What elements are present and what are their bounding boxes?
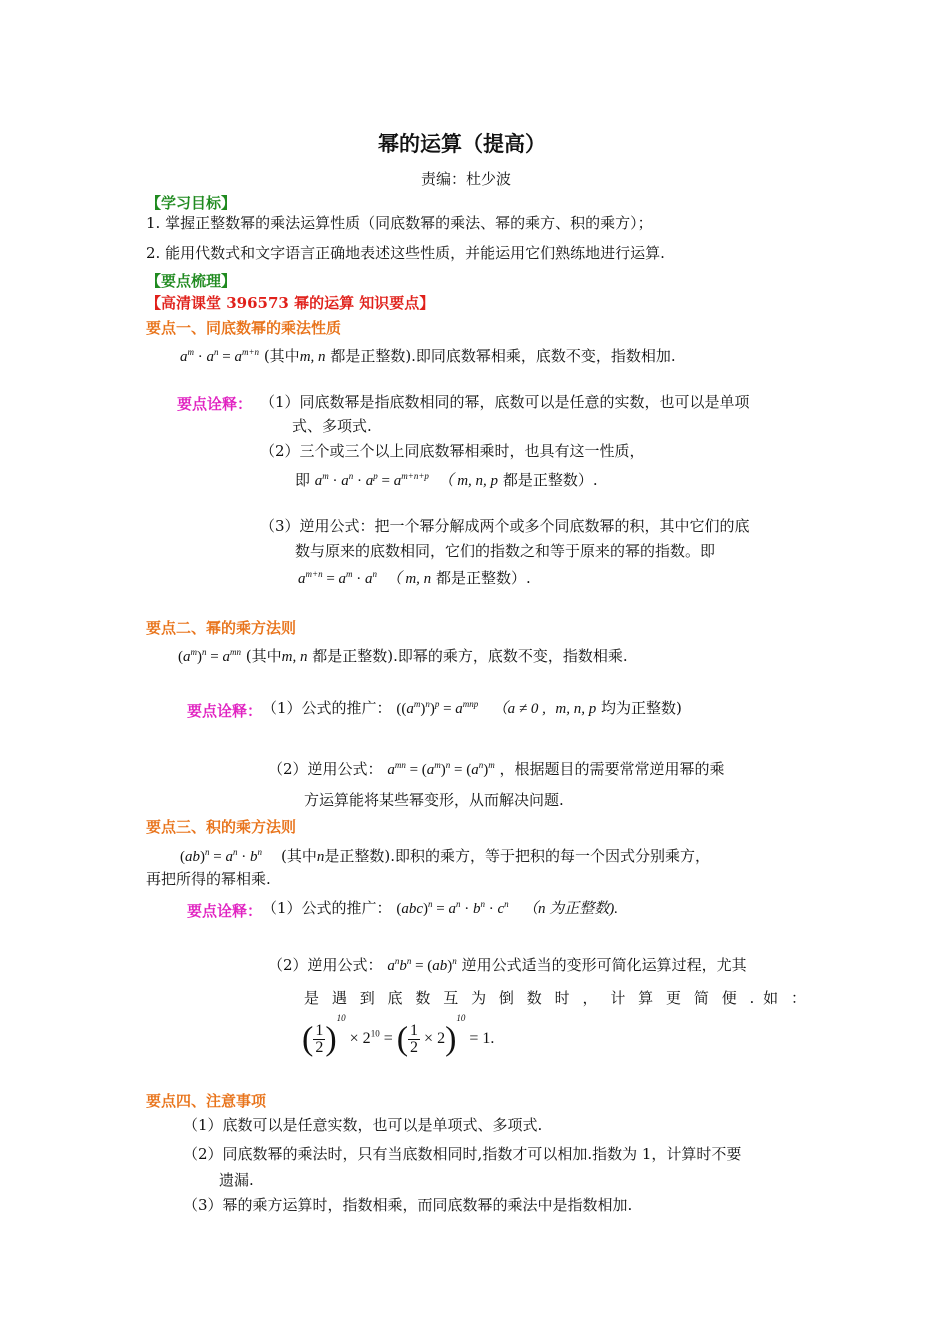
formula-product-rule-general: $a^m \cdot a^n \cdot a^p = a^{m+n+p}$ [314,471,429,489]
point-1-note-1b: 式、多项式. [292,417,372,435]
formula-product-power-reverse: $a^nb^n = (ab)^n$ [387,956,457,974]
point-1-note-2a: （2）三个或三个以上同底数幂相乘时，也具有这一性质， [260,442,645,460]
formula-product-power-general: $(abc)^n = a^n \cdot b^n \cdot c^n$ [396,899,509,917]
point-1-note-3-line: $a^{m+n} = a^m \cdot a^n$ （ m, n 都是正整数）. [298,569,531,587]
point-2-note-2-line: （2）逆用公式： $a^{mn} = (a^m)^n = (a^n)^m$ ，根据题目的需要常常逆用幂的乘 [268,760,725,778]
point-3-text-c: 再把所得的幂相乘. [146,870,271,888]
point-2-note-1-line: （1）公式的推广： $((a^m)^n)^p = a^{mnp}$ （a ≠ 0 , m, n, p 均为正整数) [262,699,682,717]
formula-power-rule: $(a^m)^n = a^{mn}$ [178,647,241,665]
point-4-item-2-cont: 遗漏. [219,1171,254,1189]
formula-product-power-rule: $(ab)^n = a^n \cdot b^n$ [180,847,262,865]
point-1-note-2-line: 即 $a^m \cdot a^n \cdot a^p = a^{m+n+p}$ （ m, n, p 都是正整数）. [295,471,598,489]
point-4-item-2: （2）同底数幂的乘法时，只有当底数相同时,指数才可以相加.指数为 1，计算时不要 [183,1145,742,1163]
point-3-note-2-line: （2）逆用公式： $a^nb^n = (ab)^n$ 逆用公式适当的变形可简化运算过程，尤其 [268,956,747,974]
point-1-note-3a: （3）逆用公式：把一个幂分解成两个或多个同底数幂的积，其中它们的底 [260,517,750,535]
example-formula: ( $\frac{1}{2}$ )$^{10} \times 2^{10}$ = ( $\frac{1}{2}$ × 2)$^{10}$ = 1. [302,1013,495,1058]
summary-header: 【要点梳理】 [146,272,237,290]
point-3-note-1-line: （1）公式的推广： $(abc)^n = a^n \cdot b^n \cdot c^n$ （n 为正整数). [262,899,618,917]
formula-power-rule-general: $((a^m)^n)^p = a^{mnp}$ [396,699,479,717]
point-2-heading: 要点二、幂的乘方法则 [146,619,297,637]
point-4-item-3: （3）幂的乘方运算时，指数相乘，而同底数幂的乘法中是指数相加. [183,1196,633,1214]
point-4-item-1: （1）底数可以是任意实数，也可以是单项式、多项式. [183,1116,543,1134]
point-1-heading: 要点一、同底数幂的乘法性质 [146,319,342,337]
formula-power-rule-reverse: $a^{mn} = (a^m)^n = (a^n)^m$ [387,760,495,778]
point-3-formula-line: $(ab)^n = a^n \cdot b^n$ (其中n是正整数).即积的乘方，等于把积的每一个因式分别乘方， [180,847,711,865]
point-3-note-label: 要点诠释： [187,902,263,920]
point-2-note-label: 要点诠释： [187,702,263,720]
point-1-note-3b: 数与原来的底数相同，它们的指数之和等于原来的幂的指数。即 [295,542,716,560]
page-title: 幂的运算（提高） [378,131,546,156]
point-3-note-2b: 是 遇 到 底 数 互 为 倒 数 时 ， 计 算 更 简 便 . 如 ： [304,989,806,1007]
formula-product-rule: $a^m \cdot a^n = a^{m+n}$ [180,347,260,365]
video-lesson-header[interactable]: 【高清课堂 396573 幂的运算 知识要点】 [146,294,435,312]
goal-item-2: 2. 能用代数式和文字语言正确地表述这些性质，并能运用它们熟练地进行运算. [146,244,665,262]
formula-product-rule-reverse: $a^{m+n} = a^m \cdot a^n$ [298,569,378,587]
point-1-note-label: 要点诠释： [177,395,253,413]
goals-header: 【学习目标】 [146,194,237,212]
point-1-formula-line: $a^m \cdot a^n = a^{m+n}$ (其中m, n 都是正整数).即同底数幂相乘，底数不变，指数相加. [180,347,676,365]
point-3-heading: 要点三、积的乘方法则 [146,818,297,836]
point-2-note-2b: 方运算能将某些幂变形，从而解决问题. [304,791,564,809]
point-4-heading: 要点四、注意事项 [146,1092,267,1110]
point-2-formula-line: $(a^m)^n = a^{mn}$ (其中m, n 都是正整数).即幂的乘方，底数不变，指数相乘. [178,647,628,665]
goal-item-1: 1. 掌握正整数幂的乘法运算性质（同底数幂的乘法、幂的乘方、积的乘方）； [146,214,653,232]
point-1-note-1a: （1）同底数幂是指底数相同的幂，底数可以是任意的实数，也可以是单项 [260,393,750,411]
editor-line: 责编：杜少波 [421,170,512,188]
